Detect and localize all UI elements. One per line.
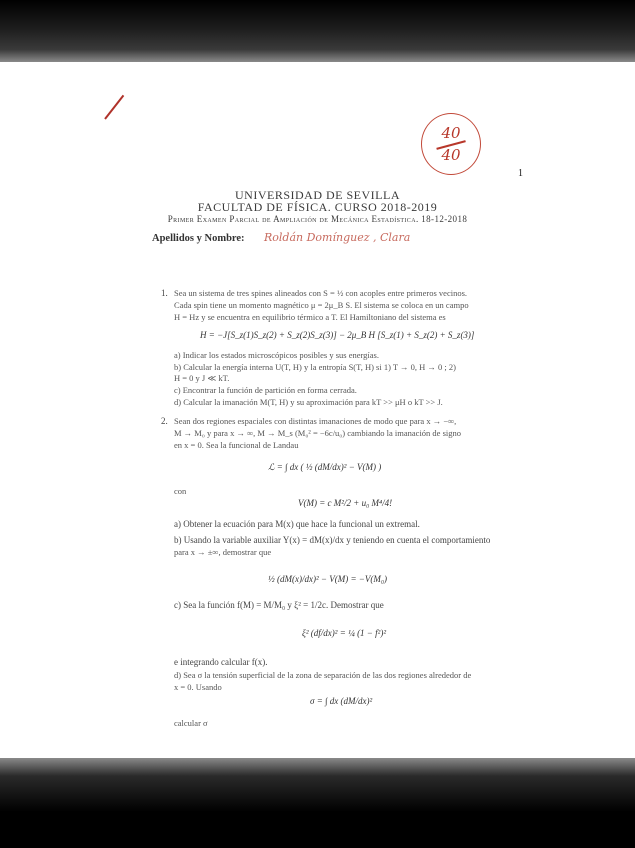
problem2-intro-line1: Sean dos regiones espaciales con distintas imanaciones de modo que para x → −∞, — [174, 416, 457, 426]
problem2-equation-b: ½ (dM(x)/dx)² − V(M) = −V(M₀) — [268, 574, 387, 584]
name-label: Apellidos y Nombre: — [152, 233, 245, 244]
scan-bottom-shadow — [0, 758, 635, 848]
problem2-potential: V(M) = c M²/2 + u₀ M⁴/4! — [298, 498, 393, 508]
grade-score: 40 — [441, 124, 461, 142]
student-name-handwritten: Roldán Domínguez , Clara — [264, 231, 411, 244]
problem2-part-b-line2: para x → ±∞, demostrar que — [174, 547, 272, 557]
problem2-equation-c: ξ² (df/dx)² = ¼ (1 − f²)² — [302, 628, 387, 638]
problem2-part-c-line2: e integrando calcular f(x). — [174, 657, 268, 667]
university-title: UNIVERSIDAD DE SEVILLA — [235, 188, 400, 202]
grade-circle — [421, 113, 481, 175]
problem1-part-b-line1: b) Calcular la energía interna U(T, H) y la entropía S(T, H) si 1) T → 0, H → 0 ; 2) — [174, 362, 456, 372]
problem2-landau-functional: ℒ = ∫ dx ( ½ (dM/dx)² − V(M) ) — [268, 462, 382, 472]
problem1-part-d: d) Calcular la imanación M(T, H) y su aproximación para kT >> μH o kT >> J. — [174, 397, 443, 407]
problem2-part-d-line2: x = 0. Usando — [174, 682, 222, 692]
problem1-intro-line1: Sea un sistema de tres spines alineados con S = ½ con acoples entre primeros vecinos. — [174, 288, 468, 298]
problem2-part-d-line3: calcular σ — [174, 718, 208, 728]
problem2-part-c-line1: c) Sea la función f(M) = M/M₀ y ξ² = 1/2c. Demostrar que — [174, 600, 384, 610]
grade-total: 40 — [441, 146, 461, 164]
problem1-part-a: a) Indicar los estados microscópicos posibles y sus energías. — [174, 350, 379, 360]
problem1-hamiltonian: H = −J[S_z(1)S_z(2) + S_z(2)S_z(3)] − 2μ_B H [S_z(1) + S_z(2) + S_z(3)] — [200, 330, 475, 340]
faculty-title: FACULTAD DE FÍSICA. CURSO 2018-2019 — [197, 200, 438, 214]
problem1-intro-line3: H = Hz y se encuentra en equilibrio térmico a T. El Hamiltoniano del sistema es — [174, 312, 446, 322]
problem1-number: 1. — [161, 288, 168, 298]
problem2-intro-line3: en x = 0. Sea la funcional de Landau — [174, 440, 299, 450]
page-number: 1 — [518, 168, 523, 179]
problem2-intro-line2: M → M₀ y para x → ∞, M → M_s (M₀² = −6c/u₀) cambiando la imanación de signo — [174, 428, 461, 438]
problem2-equation-d: σ = ∫ dx (dM/dx)² — [310, 696, 373, 706]
problem2-con: con — [174, 486, 187, 496]
exam-title: Primer Examen Parcial de Ampliación de Mecánica Estadística. 18-12-2018 — [167, 214, 468, 224]
problem2-part-d-line1: d) Sea σ la tensión superficial de la zona de separación de las dos regiones alrededor de — [174, 670, 472, 680]
problem2-number: 2. — [161, 416, 168, 426]
scan-top-shadow — [0, 0, 635, 62]
grader-check-mark — [104, 95, 124, 120]
problem2-part-b-line1: b) Usando la variable auxiliar Y(x) = dM(x)/dx y teniendo en cuenta el comportamiento — [174, 535, 491, 545]
problem1-intro-line2: Cada spin tiene un momento magnético μ = 2μ_B S. El sistema se coloca en un campo — [174, 300, 469, 310]
problem2-part-a: a) Obtener la ecuación para M(x) que hace la funcional un extremal. — [174, 519, 420, 529]
problem1-part-b-line2: H = 0 y J ≪ kT. — [174, 373, 230, 383]
problem1-part-c: c) Encontrar la función de partición en forma cerrada. — [174, 385, 357, 395]
